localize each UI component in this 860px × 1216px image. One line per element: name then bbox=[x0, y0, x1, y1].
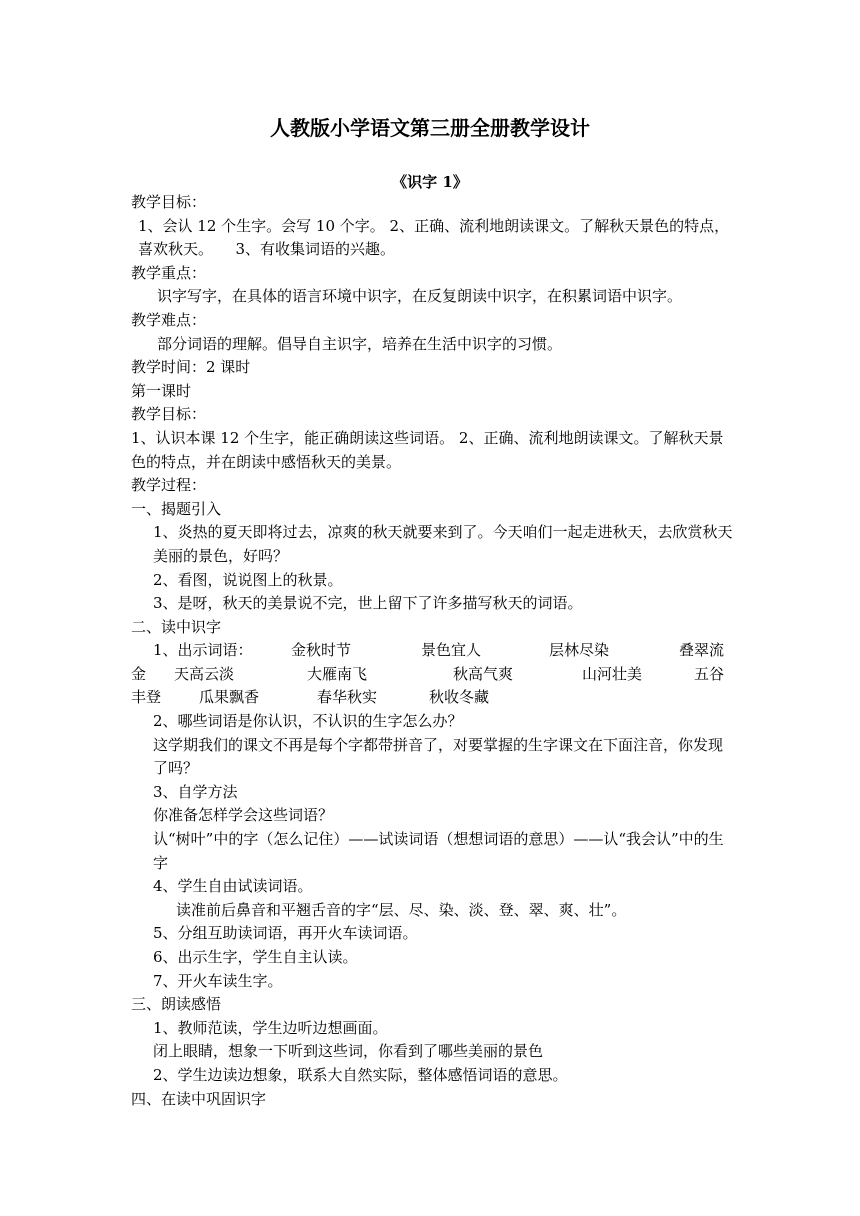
section4-heading: 四、在读中巩固识字 bbox=[131, 1089, 267, 1108]
section1-item: 3、是呀，秋天的美景说不完，世上留下了许多描写秋天的词语。 bbox=[153, 594, 583, 613]
section3-heading: 三、朗读感悟 bbox=[131, 995, 222, 1014]
first-goals-text: 1、认识本课 12 个生字，能正确朗读这些词语。 2、正确、流利地朗读课文。了解秋天景色的特点，并在朗读中感悟秋天的美景。 bbox=[131, 428, 724, 471]
section2-item: 5、分组互助读词语，再开火车读词语。 bbox=[153, 924, 418, 943]
section1-item: 2、看图，说说图上的秋景。 bbox=[153, 570, 343, 589]
section2-item: 3、自学方法 bbox=[153, 782, 238, 801]
goals-heading: 教学目标： bbox=[131, 193, 207, 211]
section3-text: 闭上眼睛，想象一下听到这些词，你看到了哪些美丽的景色 bbox=[153, 1042, 544, 1061]
key-heading: 教学重点： bbox=[131, 263, 207, 282]
section2-item: 6、出示生字，学生自主认读。 bbox=[153, 948, 358, 966]
words-intro: 1、出示词语： bbox=[153, 641, 253, 660]
word-item: 大雁南飞 bbox=[307, 664, 368, 683]
word-list-line bbox=[131, 686, 733, 710]
word-item: 金秋时节 bbox=[291, 641, 352, 660]
process-heading: 教学过程： bbox=[131, 476, 207, 495]
section1-heading: 一、揭题引入 bbox=[131, 499, 222, 518]
section3-item: 1、教师范读，学生边听边想画面。 bbox=[153, 1018, 388, 1037]
section2-heading: 二、读中识字 bbox=[131, 617, 222, 636]
section2-text: 这学期我们的课文不再是每个字都带拼音了，对要掌握的生字课文在下面注音，你发现了吗？ bbox=[153, 735, 724, 778]
section2-item: 2、哪些词语是你认识，不认识的生字怎么办？ bbox=[153, 712, 463, 731]
word-list-line bbox=[131, 663, 733, 687]
word-item: 丰登 bbox=[131, 688, 162, 707]
section1-item: 1、炎热的夏天即将过去，凉爽的秋天就要来到了。今天咱们一起走进秋天，去欣赏秋天美丽的景色，好吗？ bbox=[153, 523, 733, 565]
word-list-line bbox=[131, 639, 733, 663]
document-title: 人教版小学语文第三册全册教学设计 bbox=[270, 116, 590, 140]
word-item: 山河壮美 bbox=[582, 664, 643, 683]
section2-text: 认“树叶”中的字（怎么记住）——试读词语（想想词语的意思）——认“我会认”中的生字 bbox=[153, 830, 724, 872]
section3-item: 2、学生边读边想象，联系大自然实际，整体感悟词语的意思。 bbox=[153, 1065, 568, 1084]
section2-item: 4、学生自由试读词语。 bbox=[153, 877, 313, 896]
first-goals-heading: 教学目标： bbox=[131, 405, 207, 424]
section2-item: 7、开火车读生字。 bbox=[153, 971, 283, 990]
word-item: 天高云淡 bbox=[174, 664, 235, 683]
word-item: 瓜果飘香 bbox=[199, 688, 260, 707]
goals-text: 1、会认 12 个生字。会写 10 个字。 2、正确、流利地朗读课文。了解秋天景色的特点，喜欢秋天。 3、有收集词语的兴趣。 bbox=[138, 216, 730, 259]
section2-text: 读准前后鼻音和平翘舌音的字“层、尽、染、淡、登、翠、爽、壮”。 bbox=[176, 900, 627, 919]
word-item: 秋收冬藏 bbox=[429, 688, 490, 707]
key-text: 识字写字，在具体的语言环境中识字，在反复朗读中识字，在积累词语中识字。 bbox=[157, 287, 683, 306]
word-item: 层林尽染 bbox=[549, 641, 610, 660]
lesson-title: 《识字 1》 bbox=[392, 173, 468, 191]
word-item: 春华秋实 bbox=[317, 688, 378, 707]
section2-text: 你准备怎样学会这些词语？ bbox=[153, 806, 334, 825]
teaching-time: 教学时间：2 课时 bbox=[131, 358, 251, 377]
word-item: 叠翠流 bbox=[679, 641, 725, 660]
difficulty-heading: 教学难点： bbox=[131, 310, 207, 329]
difficulty-text: 部分词语的理解。倡导自主识字，培养在生活中识字的习惯。 bbox=[157, 334, 563, 353]
first-lesson-heading: 第一课时 bbox=[131, 381, 192, 400]
word-item: 五谷 bbox=[694, 664, 725, 683]
word-item: 景色宜人 bbox=[421, 641, 482, 660]
word-item: 金 bbox=[131, 664, 147, 683]
word-item: 秋高气爽 bbox=[453, 664, 514, 683]
document-body bbox=[131, 191, 733, 1111]
